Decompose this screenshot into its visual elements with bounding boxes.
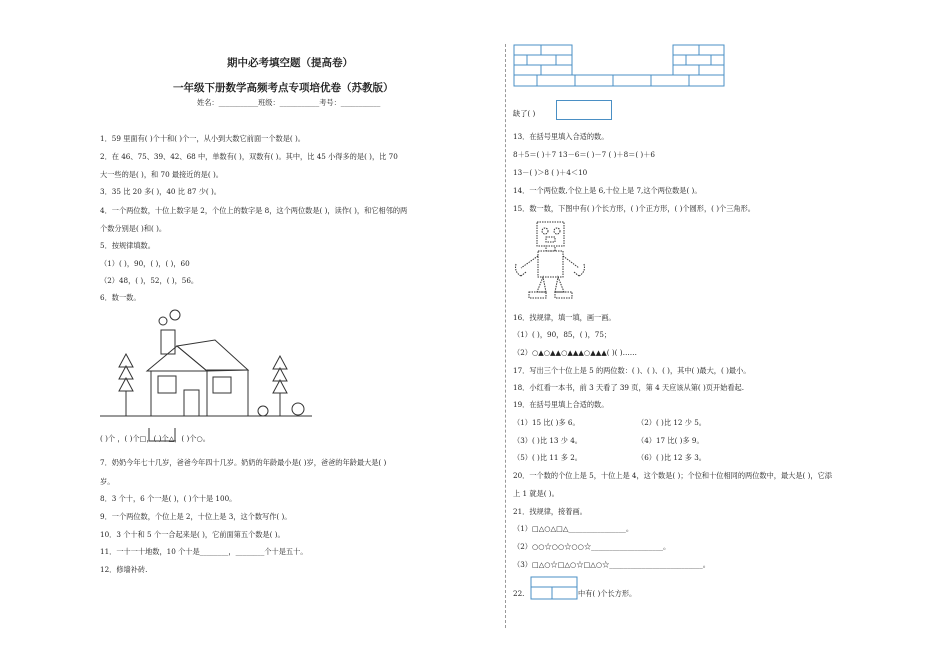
question-19-part4: （4）17 比( )多 9。 xyxy=(637,436,704,445)
column-divider xyxy=(505,44,506,628)
question-5-part1: （1）( )，90，( )，( )，60 xyxy=(100,259,190,268)
question-22-text: 中有( )个长方形。 xyxy=(578,589,637,598)
question-5-part2: （2）48，( )，52，( )，56。 xyxy=(100,276,199,285)
rectangle-shape-icon xyxy=(148,428,176,442)
question-16: 16．找规律，填一填，画一画。 xyxy=(513,313,616,322)
question-9: 9．一个两位数，个位上是 2，十位上是 3，这个数写作( )。 xyxy=(100,512,292,521)
question-14: 14．一个两位数,个位上是 6,十位上是 7,这个两位数是( )。 xyxy=(513,186,702,195)
question-2-line1: 2．在 46、75、39、42、68 中，单数有( )，双数有( )。其中，比 45 小得多的是( )，比 70 xyxy=(100,152,398,161)
question-19-part6: （6）( )比 12 多 3。 xyxy=(637,453,706,462)
question-4-line1: 4．一个两位数，十位上数字是 2，个位上的数字是 8，这个两位数是( )，读作( )，和它相邻的两 xyxy=(100,206,408,215)
question-13-row2: 13－( )＞8 ( )＋4＜10 xyxy=(513,168,588,177)
question-20-line2: 上 1 就是( )。 xyxy=(513,489,559,498)
brick-wall-figure xyxy=(513,44,725,92)
question-19-part2: （2）( )比 12 少 5。 xyxy=(637,418,706,427)
question-19-part3: （3）( )比 13 少 4。 xyxy=(513,436,582,445)
question-13: 13．在括号里填入合适的数。 xyxy=(513,132,609,141)
question-15: 15．数一数，下图中有( )个长方形，( )个正方形，( )个圆形，( )个三角形。 xyxy=(513,204,755,213)
question-7-line1: 7．奶奶今年七十几岁，爸爸今年四十几岁。奶奶的年龄最小是( )岁，爸爸的年龄最大是( ) xyxy=(100,458,387,467)
house-figure xyxy=(100,310,315,420)
question-8: 8．3 个十，6 个一是( )，( )个十是 100。 xyxy=(100,494,237,503)
student-info-line: 姓名：___________班级：___________考号：___________ xyxy=(197,98,381,107)
question-7-line2: 岁。 xyxy=(100,477,115,486)
question-19-part5: （5）( )比 11 多 2。 xyxy=(513,453,582,462)
rectangles-figure xyxy=(530,576,578,602)
question-11: 11．一十一十地数，10 个十是________，________个十是五十。 xyxy=(100,547,308,556)
question-6-answer: ( )个 ，( )个□，( )个△，( )个○。 xyxy=(100,434,210,443)
question-6: 6．数一数。 xyxy=(100,293,141,302)
question-10: 10．3 个十和 5 个一合起来是( )，它前面第五个数是( )。 xyxy=(100,530,285,539)
missing-brick-box xyxy=(556,100,612,120)
question-21-part2: （2）○○☆○○☆○○☆____________________。 xyxy=(513,542,671,551)
exam-title-main: 期中必考填空题（提高卷） xyxy=(227,57,353,69)
question-16-part2: （2）○▲○▲▲○▲▲▲○▲▲▲( )( )…… xyxy=(513,348,637,357)
question-3: 3．35 比 20 多( )，40 比 87 少( )。 xyxy=(100,187,221,196)
question-5: 5．按规律填数。 xyxy=(100,241,155,250)
question-2-line2: 大一些的是( )，和 70 最接近的是( )。 xyxy=(100,170,223,179)
question-19: 19．在括号里填上合适的数。 xyxy=(513,400,609,409)
question-12-missing: 缺了( ) xyxy=(513,109,536,118)
question-18: 18．小红看一本书，前 3 天看了 39 页，第 4 天应该从第( )页开始看起. xyxy=(513,383,745,392)
question-19-part1: （1）15 比( )多 6。 xyxy=(513,418,580,427)
question-17: 17．写出三个十位上是 5 的两位数：( )、( )、( )，其中( )最大，( )最小。 xyxy=(513,366,751,375)
question-13-row1: 8＋5＝( )＋7 13－6＝( )－7 ( )＋8＝( )＋6 xyxy=(513,150,655,159)
question-21-part1: （1）□△○△□△________________。 xyxy=(513,524,634,533)
exam-title-sub: 一年级下册数学高频考点专项培优卷（苏教版） xyxy=(173,82,394,94)
question-20-line1: 20．一个数的个位上是 5，十位上是 4，这个数是( )；个位和十位相同的两位数中，最大是( )，它添 xyxy=(513,471,832,480)
question-16-part1: （1）( )，90，85，( )，75； xyxy=(513,330,612,339)
question-21-part3: （3）□△○☆□△○☆□△○☆__________________________。 xyxy=(513,560,710,569)
question-22-number: 22. xyxy=(513,589,525,598)
question-4-line2: 个数分别是( )和( )。 xyxy=(100,224,167,233)
robot-figure xyxy=(513,220,587,300)
question-21: 21．找规律，接着画。 xyxy=(513,507,587,516)
question-1: 1．59 里面有( )个十和( )个一，从小到大数它前面一个数是( )。 xyxy=(100,134,305,143)
question-12: 12．修墙补砖. xyxy=(100,565,148,574)
